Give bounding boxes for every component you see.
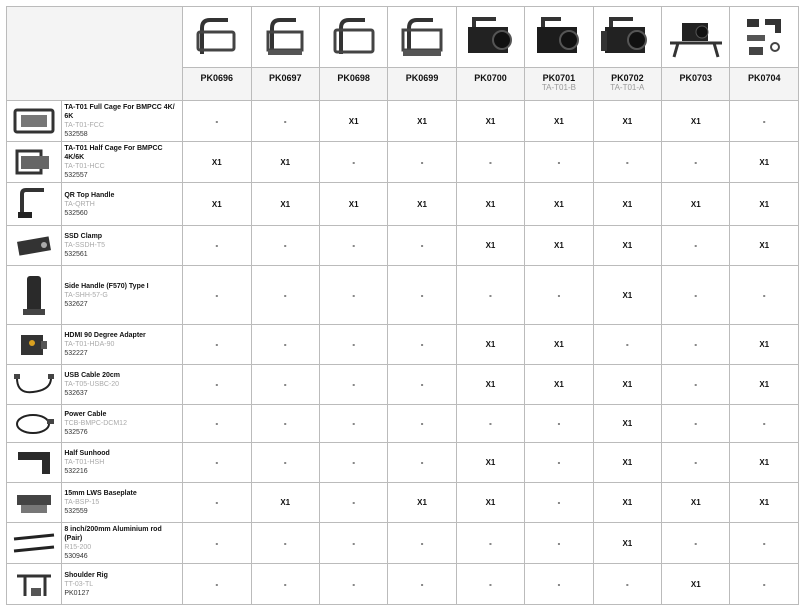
quantity-cell: X1 [730, 325, 799, 365]
package-code: PK0700 [474, 73, 507, 83]
package-image-icon [320, 7, 387, 68]
product-info [62, 443, 183, 483]
product-sku: 532558 [64, 131, 88, 138]
package-image-icon [457, 7, 524, 68]
product-name: 8 inch/200mm Aluminium rod (Pair) [64, 526, 162, 542]
table-row [7, 142, 799, 183]
product-sku: 530946 [64, 553, 88, 560]
quantity-cell: - [662, 142, 730, 183]
quantity-cell: X1 [593, 365, 661, 405]
table-row [7, 183, 799, 226]
table-row [7, 483, 799, 523]
quantity-cell: - [183, 523, 251, 564]
quantity-cell: X1 [593, 101, 661, 142]
top-handle-icon [7, 186, 61, 222]
package-image-icon [730, 7, 798, 68]
product-sku: 532227 [64, 350, 88, 357]
quantity-cell: X1 [456, 101, 524, 142]
quantity-cell: X1 [593, 183, 661, 226]
quantity-cell: - [456, 142, 524, 183]
table-row [7, 523, 799, 564]
quantity-cell: - [662, 325, 730, 365]
quantity-cell: - [251, 266, 319, 325]
quantity-cell: X1 [662, 183, 730, 226]
product-sku: 532559 [64, 508, 88, 515]
quantity-cell: - [251, 226, 319, 266]
quantity-cell: - [456, 266, 524, 325]
quantity-cell: X1 [593, 523, 661, 564]
quantity-cell: X1 [183, 142, 251, 183]
package-header-pk0701 [525, 7, 593, 101]
product-thumbnail [7, 142, 62, 183]
product-info [62, 266, 183, 325]
quantity-cell: - [730, 101, 799, 142]
product-sku: 532561 [64, 251, 88, 258]
quantity-cell: - [593, 325, 661, 365]
quantity-cell: X1 [593, 266, 661, 325]
quantity-cell: - [183, 101, 251, 142]
product-info [62, 365, 183, 405]
product-sku: 532637 [64, 390, 88, 397]
quantity-cell: - [319, 483, 387, 523]
table-row [7, 564, 799, 605]
quantity-cell: X1 [388, 183, 456, 226]
quantity-cell: - [251, 443, 319, 483]
package-code: PK0702 [611, 73, 644, 83]
hdmi-adapter-icon [7, 329, 61, 361]
quantity-cell: X1 [456, 325, 524, 365]
product-name: Shoulder Rig [64, 571, 108, 579]
quantity-cell: - [319, 405, 387, 443]
quantity-cell: - [662, 405, 730, 443]
product-code: TT-03-TL [64, 580, 94, 588]
corner-cell [7, 7, 183, 101]
package-code: PK0698 [337, 73, 370, 83]
quantity-cell: - [183, 325, 251, 365]
package-header-pk0702 [593, 7, 661, 101]
quantity-cell: - [525, 142, 593, 183]
table-row [7, 405, 799, 443]
product-thumbnail [7, 266, 62, 325]
quantity-cell: - [525, 564, 593, 605]
quantity-cell: X1 [183, 183, 251, 226]
product-code: TA-T01-HCC [64, 163, 105, 170]
product-code: TA-T01-HSH [64, 459, 105, 466]
product-info [62, 101, 183, 142]
quantity-cell: - [388, 564, 456, 605]
product-thumbnail [7, 325, 62, 365]
package-image-icon [388, 7, 455, 68]
quantity-cell: X1 [593, 443, 661, 483]
product-name: USB Cable 20cm [64, 372, 120, 379]
product-info [62, 405, 183, 443]
package-header-pk0703 [662, 7, 730, 101]
quantity-cell: - [183, 443, 251, 483]
quantity-cell: - [319, 266, 387, 325]
product-name: SSD Clamp [64, 233, 103, 240]
ssd-clamp-icon [7, 231, 61, 261]
table-row [7, 443, 799, 483]
product-thumbnail [7, 483, 62, 523]
table-row [7, 226, 799, 266]
quantity-cell: - [183, 365, 251, 405]
package-code: PK0697 [268, 73, 302, 83]
product-info [62, 142, 183, 183]
package-subcode: TA-T01-A [610, 83, 645, 92]
quantity-cell: X1 [662, 564, 730, 605]
quantity-cell: - [319, 564, 387, 605]
product-sku: PK0127 [64, 589, 90, 597]
quantity-cell: - [251, 523, 319, 564]
quantity-cell: X1 [525, 226, 593, 266]
product-thumbnail [7, 405, 62, 443]
quantity-cell: - [662, 266, 730, 325]
product-code: TA-T01-FCC [64, 122, 104, 129]
quantity-cell: X1 [525, 365, 593, 405]
product-thumbnail [7, 365, 62, 405]
quantity-cell: - [183, 266, 251, 325]
product-sku: 532216 [64, 468, 88, 475]
quantity-cell: X1 [730, 142, 799, 183]
package-header-pk0704 [730, 7, 799, 101]
quantity-cell: - [251, 325, 319, 365]
quantity-cell: X1 [388, 483, 456, 523]
side-handle-icon [7, 273, 61, 317]
quantity-cell: - [525, 483, 593, 523]
product-code: TA-SSDH-T5 [64, 242, 106, 249]
package-image-icon [662, 7, 729, 68]
quantity-cell: X1 [456, 226, 524, 266]
product-info [62, 564, 183, 605]
product-name: 15mm LWS Baseplate [64, 490, 137, 497]
product-info [62, 483, 183, 523]
quantity-cell: - [388, 523, 456, 564]
product-code: TA-BSP-15 [64, 499, 100, 506]
quantity-cell: X1 [525, 325, 593, 365]
product-thumbnail [7, 183, 62, 226]
product-sku: 532557 [64, 172, 88, 179]
quantity-cell: X1 [593, 405, 661, 443]
quantity-cell: - [525, 266, 593, 325]
quantity-cell: - [319, 142, 387, 183]
quantity-cell: X1 [456, 483, 524, 523]
product-code: TA-T05-USBC-20 [64, 381, 120, 388]
quantity-cell: X1 [388, 101, 456, 142]
quantity-cell: - [319, 226, 387, 266]
quantity-cell: - [319, 325, 387, 365]
quantity-cell: - [388, 226, 456, 266]
package-image-icon [594, 7, 661, 68]
quantity-cell: - [525, 443, 593, 483]
package-header-pk0700 [456, 7, 524, 101]
quantity-cell: - [456, 564, 524, 605]
product-name: Half Sunhood [64, 450, 110, 457]
table-row [7, 365, 799, 405]
quantity-cell: - [662, 523, 730, 564]
package-image-icon [183, 7, 250, 68]
product-name: TA-T01 Full Cage For BMPCC 4K/ 6K [64, 104, 175, 120]
quantity-cell: X1 [456, 443, 524, 483]
product-info [62, 325, 183, 365]
quantity-cell: X1 [456, 365, 524, 405]
product-code: R15-200 [64, 544, 92, 551]
product-name: Side Handle (F570) Type I [64, 282, 149, 290]
package-image-icon [252, 7, 319, 68]
quantity-cell: - [662, 443, 730, 483]
usb-cable-icon [7, 370, 61, 400]
quantity-cell: X1 [456, 183, 524, 226]
power-cable-icon [7, 409, 61, 439]
product-thumbnail [7, 226, 62, 266]
sunhood-icon [7, 446, 61, 480]
quantity-cell: - [662, 365, 730, 405]
quantity-cell: - [525, 405, 593, 443]
product-code: TA-SHH-57-G [64, 291, 108, 299]
quantity-cell: - [593, 142, 661, 183]
quantity-cell: X1 [319, 101, 387, 142]
quantity-cell: - [251, 405, 319, 443]
package-code: PK0699 [405, 73, 439, 83]
quantity-cell: - [730, 405, 799, 443]
quantity-cell: X1 [593, 226, 661, 266]
product-code: TCB-BMPC-DCM12 [64, 420, 127, 427]
full-cage-icon [7, 106, 61, 136]
quantity-cell: X1 [525, 183, 593, 226]
product-code: TA-QRTH [64, 200, 95, 208]
table-row [7, 266, 799, 325]
quantity-cell: X1 [730, 226, 799, 266]
package-code: PK0704 [747, 73, 781, 83]
package-image-icon [525, 7, 592, 68]
quantity-cell: - [593, 564, 661, 605]
product-name: TA-T01 Half Cage For BMPCC 4K/6K [64, 145, 163, 161]
quantity-cell: X1 [251, 183, 319, 226]
package-header-pk0696 [183, 7, 251, 101]
shoulder-rig-icon [7, 566, 61, 602]
quantity-cell: X1 [662, 483, 730, 523]
quantity-cell: X1 [662, 101, 730, 142]
product-info [62, 226, 183, 266]
product-sku: 532560 [64, 209, 88, 217]
quantity-cell: X1 [319, 183, 387, 226]
package-header-pk0697 [251, 7, 319, 101]
product-name: Power Cable [64, 411, 107, 418]
comparison-table [6, 6, 799, 605]
quantity-cell: X1 [251, 142, 319, 183]
product-sku: 532627 [64, 300, 88, 308]
product-name: QR Top Handle [64, 191, 115, 199]
quantity-cell: X1 [730, 365, 799, 405]
quantity-cell: - [730, 266, 799, 325]
product-name: HDMI 90 Degree Adapter [64, 332, 146, 339]
package-header-pk0699 [388, 7, 456, 101]
quantity-cell: - [319, 523, 387, 564]
quantity-cell: - [183, 226, 251, 266]
quantity-cell: X1 [730, 443, 799, 483]
quantity-cell: X1 [525, 101, 593, 142]
quantity-cell: - [525, 523, 593, 564]
package-header-pk0698 [319, 7, 387, 101]
quantity-cell: - [251, 101, 319, 142]
quantity-cell: X1 [730, 183, 799, 226]
quantity-cell: - [251, 564, 319, 605]
quantity-cell: - [388, 365, 456, 405]
package-code: PK0696 [200, 73, 234, 83]
quantity-cell: - [456, 405, 524, 443]
quantity-cell: - [730, 523, 799, 564]
product-thumbnail [7, 443, 62, 483]
quantity-cell: X1 [251, 483, 319, 523]
quantity-cell: X1 [593, 483, 661, 523]
product-thumbnail [7, 101, 62, 142]
package-subcode: TA-T01-B [541, 83, 576, 92]
package-header-row [7, 7, 799, 101]
quantity-cell: - [183, 483, 251, 523]
quantity-cell: - [183, 564, 251, 605]
product-thumbnail [7, 523, 62, 564]
product-code: TA-T01-HDA-90 [64, 341, 115, 348]
table-row [7, 101, 799, 142]
quantity-cell: - [251, 365, 319, 405]
quantity-cell: - [388, 266, 456, 325]
product-sku: 532576 [64, 429, 88, 436]
package-code: PK0701 [542, 73, 576, 83]
quantity-cell: - [662, 226, 730, 266]
baseplate-icon [7, 487, 61, 519]
rod-icon [7, 529, 61, 557]
quantity-cell: - [388, 325, 456, 365]
quantity-cell: - [456, 523, 524, 564]
quantity-cell: - [388, 443, 456, 483]
quantity-cell: - [388, 142, 456, 183]
product-info [62, 183, 183, 226]
quantity-cell: - [183, 405, 251, 443]
product-thumbnail [7, 564, 62, 605]
quantity-cell: - [319, 443, 387, 483]
table-row [7, 325, 799, 365]
quantity-cell: - [730, 564, 799, 605]
quantity-cell: X1 [730, 483, 799, 523]
half-cage-icon [7, 147, 61, 177]
product-info [62, 523, 183, 564]
quantity-cell: - [319, 365, 387, 405]
package-code: PK0703 [679, 73, 713, 83]
quantity-cell: - [388, 405, 456, 443]
